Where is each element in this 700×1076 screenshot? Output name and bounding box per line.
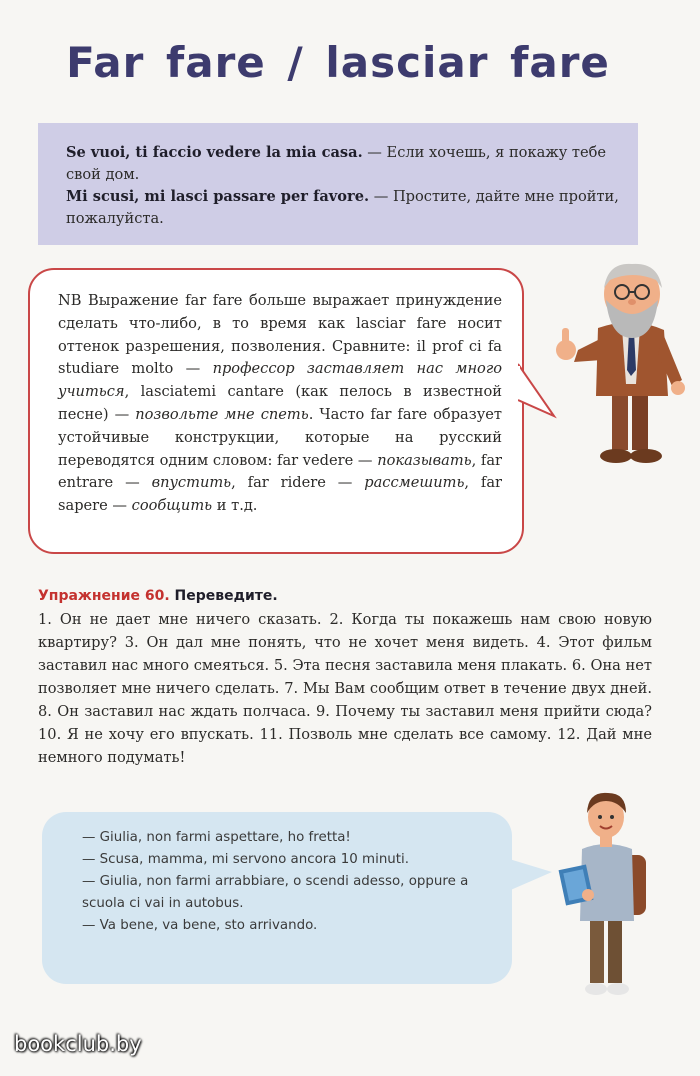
- page-title: Far fare / lasciar fare: [66, 38, 610, 87]
- student-illustration: [552, 785, 662, 1005]
- example-1-italian: Se vuoi, ti faccio vedere la mia casa.: [66, 144, 363, 161]
- nb-italic: показывать: [377, 451, 472, 469]
- nb-italic: профессор заставляет нас много учиться: [58, 360, 503, 401]
- nb-italic: впустить: [151, 474, 232, 492]
- dialog-speech-bubble: [42, 812, 512, 984]
- example-1-translation: — Если хочешь, я покажу тебе свой дом.: [66, 144, 607, 183]
- dialog-line: — Giulia, non farmi aspettare, ho fretta!: [82, 830, 351, 845]
- nb-speech-bubble: [28, 268, 524, 554]
- dialog-line: — Giulia, non farmi arrabbiare, o scendi adesso, oppure a scuola ci vai in autobus.: [82, 874, 469, 911]
- nb-text: , far entrare —: [58, 451, 503, 492]
- example-2-italian: Mi scusi, mi lasci passare per favore.: [66, 188, 370, 205]
- nb-italic: рассмешить: [364, 474, 465, 492]
- nb-italic: сообщить: [131, 497, 213, 515]
- dialog-line: — Scusa, mamma, mi servono ancora 10 minuti.: [82, 852, 410, 867]
- dialog-line: — Va bene, va bene, sto arrivando.: [82, 918, 318, 933]
- example-2-translation: — Простите, дайте мне пройти, пожалуйста.: [66, 188, 619, 227]
- nb-text: NB Выражение far fare больше выражает принуждение сделать что-либо, в то время как lasciar fare носит оттенок разрешения, позволения. Сравните: il prof ci fa studiare molto —: [58, 292, 502, 378]
- example-2: [66, 186, 622, 230]
- professor-illustration: [540, 258, 700, 473]
- nb-text: , far sapere —: [58, 474, 503, 515]
- dialog-bubble-tail: [506, 854, 556, 904]
- example-1: [66, 142, 622, 186]
- watermark: bookclub.by: [14, 1032, 142, 1056]
- examples-box: [38, 123, 638, 245]
- exercise-heading: Упражнение 60.: [38, 588, 170, 604]
- exercise-instruction: Переведите.: [169, 588, 278, 604]
- nb-text: и т.д.: [212, 497, 258, 515]
- exercise-60: [38, 584, 652, 769]
- nb-text: , far ridere —: [231, 474, 365, 492]
- nb-text: . Часто far fare образует устойчивые конструкции, которые на русский переводятся одним словом: far vedere —: [58, 405, 503, 469]
- exercise-text: 1. Он не дает мне ничего сказать. 2. Когда ты покажешь нам свою новую квартиру? 3. Он дал мне понять, что не хочет меня видеть. 4. Этот фильм заставил нас много смеяться. 5. Эта песня заставила меня плакать. 6. Она нет позволяет мне ничего сделать. 7. Мы Вам сообщим ответ в течение двух дней. 8. Он заставил нас ждать полчаса. 9. Почему ты заставил меня прийти сюда? 10. Я не хочу его впускать. 11. Позволь мне сделать все самому. 12. Дай мне немного подумать!: [38, 611, 652, 766]
- nb-italic: позвольте мне спеть: [135, 405, 309, 423]
- nb-text: , lasciatemi cantare (как пелось в известной песне) —: [58, 383, 502, 423]
